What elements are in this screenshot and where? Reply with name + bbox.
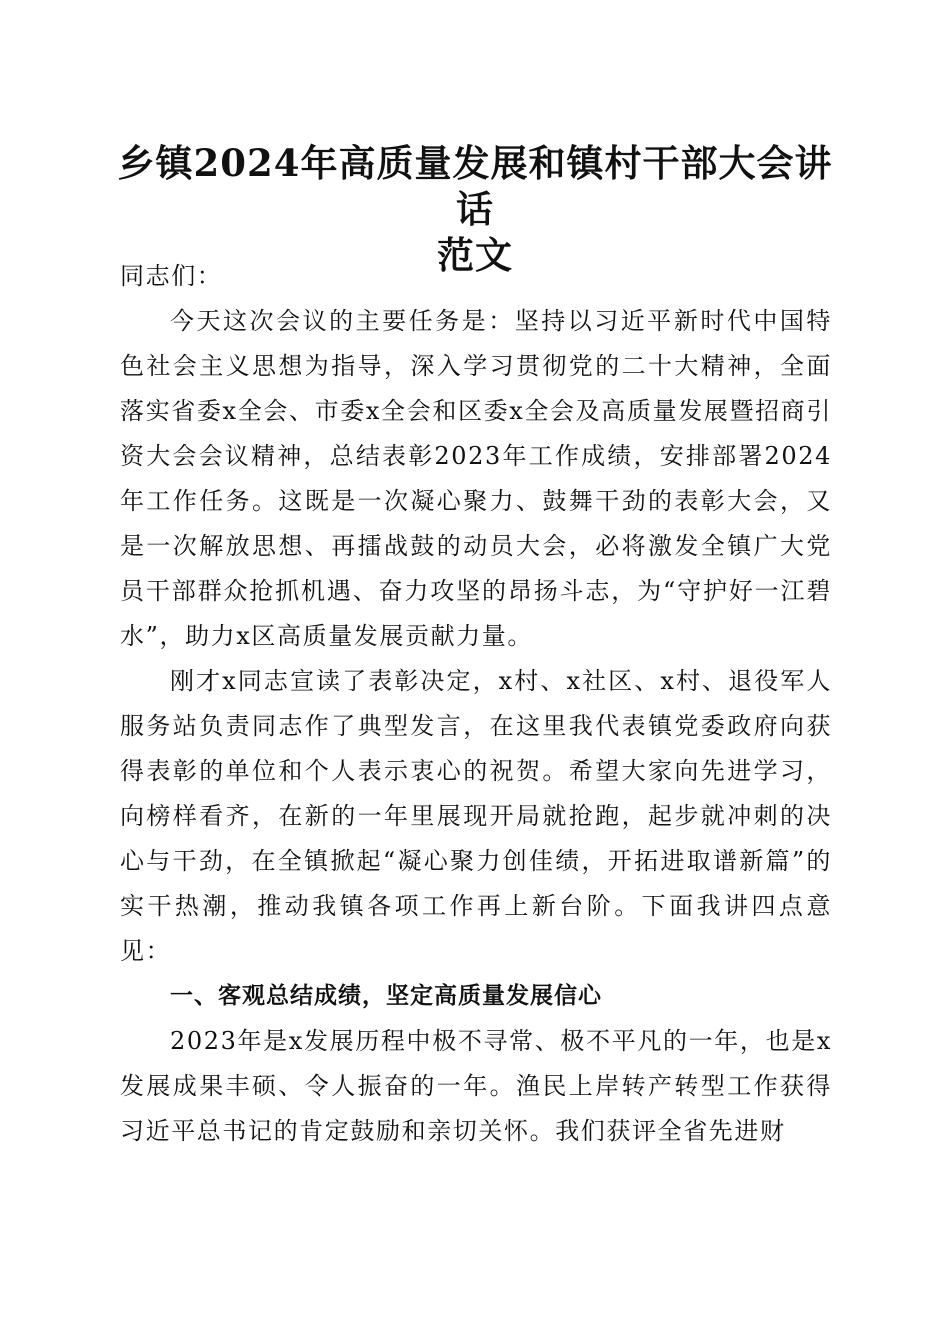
document-body (120, 254, 832, 1154)
paragraph-section-1: 2023年是x发展历程中极不寻常、极不平凡的一年，也是x发展成果丰硕、令人振奋的一年。渔民上岸转产转型工作获得习近平总书记的肯定鼓励和亲切关怀。我们获评全省先进财 (120, 1027, 832, 1145)
paragraph-intro: 今天这次会议的主要任务是：坚持以习近平新时代中国特色社会主义思想为指导，深入学习贯彻党的二十大精神，全面落实省委x全会、市委x全会和区委x全会及高质量发展暨招商引资大会会议精神，总结表彰2023年工作成绩，安排部署2024年工作任务。这既是一次凝心聚力、鼓舞干劲的表彰大会，又是一次解放思想、再擂战鼓的动员大会，必将激发全镇广大党员干部群众抢抓机遇、奋力攻坚的昂扬斗志，为“守护好一江碧水”，助力x区高质量发展贡献力量。 (120, 307, 832, 650)
title-line-1: 乡镇2024年高质量发展和镇村干部大会讲话 (117, 141, 833, 231)
salutation: 同志们： (120, 262, 223, 290)
section-heading-1: 一、客观总结成绩，坚定高质量发展信心 (170, 983, 602, 1009)
title-line-2: 范文 (437, 233, 513, 277)
paragraph-commendation: 刚才x同志宣读了表彰决定，x村、x社区、x村、退役军人服务站负责同志作了典型发言，在这里我代表镇党委政府向获得表彰的单位和个人表示衷心的祝贺。希望大家向先进学习，向榜样看齐，在新的一年里展现开局就抢跑，起步就冲刺的决心与干劲，在全镇掀起“凝心聚力创佳绩，开拓进取谱新篇”的实干热潮，推动我镇各项工作再上新台阶。下面我讲四点意见： (120, 667, 832, 965)
